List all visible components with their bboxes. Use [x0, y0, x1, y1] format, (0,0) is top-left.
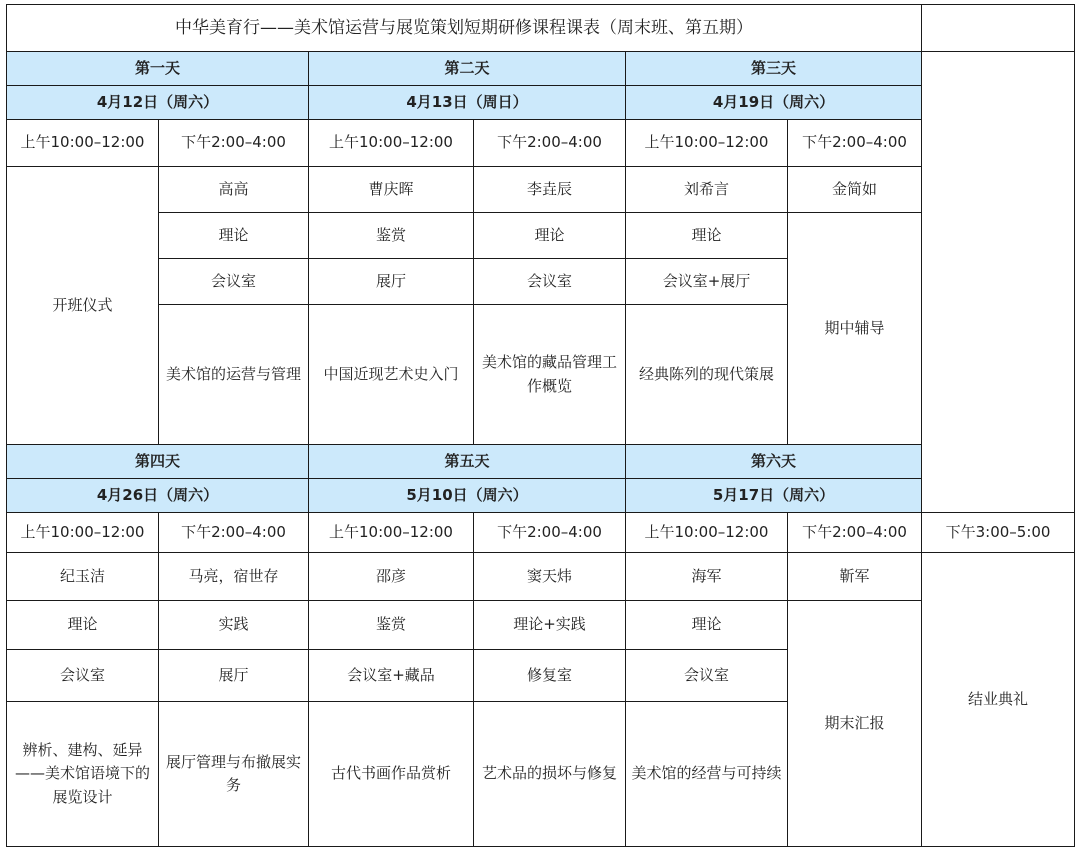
- schedule-title: 中华美育行——美术馆运营与展览策划短期研修课程课表（周末班、第五期）: [7, 5, 922, 52]
- day-label: 第二天: [309, 52, 626, 86]
- topic-cell: 古代书画作品赏析: [309, 702, 474, 847]
- type-cell: 鉴赏: [309, 213, 474, 259]
- lecturer-cell: 刘希言: [626, 167, 788, 213]
- time-slot: 下午3:00–5:00: [922, 513, 1075, 553]
- lecturer-cell: 马亮，宿世存: [159, 553, 309, 601]
- date-label: 4月13日（周日）: [309, 86, 626, 120]
- time-slot: 上午10:00–12:00: [309, 513, 474, 553]
- time-slot: 下午2:00–4:00: [159, 513, 309, 553]
- venue-cell: 会议室: [159, 259, 309, 305]
- time-slot: 上午10:00–12:00: [626, 513, 788, 553]
- topic-cell: 美术馆的经营与可持续: [626, 702, 788, 847]
- type-cell: 理论: [626, 213, 788, 259]
- time-slot: 上午10:00–12:00: [7, 513, 159, 553]
- time-slot: 下午2:00–4:00: [474, 513, 626, 553]
- topic-cell: 展厅管理与布撤展实务: [159, 702, 309, 847]
- venue-cell: 展厅: [309, 259, 474, 305]
- topic-cell: 美术馆的藏品管理工作概览: [474, 305, 626, 445]
- lecturer-cell: 窦天炜: [474, 553, 626, 601]
- time-slot: 下午2:00–4:00: [474, 120, 626, 167]
- date-label: 4月12日（周六）: [7, 86, 309, 120]
- type-cell: 理论+实践: [474, 601, 626, 650]
- empty-cell: [922, 52, 1075, 513]
- lecturer-cell: 海军: [626, 553, 788, 601]
- venue-cell: 会议室+藏品: [309, 650, 474, 702]
- time-slot: 下午2:00–4:00: [788, 120, 922, 167]
- empty-cell: [922, 5, 1075, 52]
- lecturer-cell: 靳军: [788, 553, 922, 601]
- lecturer-cell: 高高: [159, 167, 309, 213]
- venue-cell: 会议室: [7, 650, 159, 702]
- date-label: 5月17日（周六）: [626, 479, 922, 513]
- topic-cell: 经典陈列的现代策展: [626, 305, 788, 445]
- time-slot: 上午10:00–12:00: [7, 120, 159, 167]
- type-cell: 理论: [159, 213, 309, 259]
- date-label: 5月10日（周六）: [309, 479, 626, 513]
- day-label: 第三天: [626, 52, 922, 86]
- lecturer-cell: 金简如: [788, 167, 922, 213]
- lecturer-cell: 纪玉洁: [7, 553, 159, 601]
- graduation-ceremony: 结业典礼: [922, 553, 1075, 847]
- final-report: 期末汇报: [788, 601, 922, 847]
- venue-cell: 会议室: [626, 650, 788, 702]
- day-label: 第一天: [7, 52, 309, 86]
- opening-ceremony: 开班仪式: [7, 167, 159, 445]
- venue-cell: 会议室+展厅: [626, 259, 788, 305]
- date-label: 4月26日（周六）: [7, 479, 309, 513]
- venue-cell: 展厅: [159, 650, 309, 702]
- day-label: 第四天: [7, 445, 309, 479]
- day-label: 第六天: [626, 445, 922, 479]
- time-slot: 下午2:00–4:00: [788, 513, 922, 553]
- lecturer-cell: 李垚辰: [474, 167, 626, 213]
- lecturer-cell: 邵彦: [309, 553, 474, 601]
- topic-cell: 美术馆的运营与管理: [159, 305, 309, 445]
- type-cell: 理论: [7, 601, 159, 650]
- topic-cell: 辨析、建构、延异——美术馆语境下的展览设计: [7, 702, 159, 847]
- time-slot: 上午10:00–12:00: [626, 120, 788, 167]
- type-cell: 实践: [159, 601, 309, 650]
- day-label: 第五天: [309, 445, 626, 479]
- midterm-tutoring: 期中辅导: [788, 213, 922, 445]
- date-label: 4月19日（周六）: [626, 86, 922, 120]
- type-cell: 理论: [474, 213, 626, 259]
- topic-cell: 中国近现艺术史入门: [309, 305, 474, 445]
- course-schedule-table: [6, 4, 1075, 847]
- time-slot: 下午2:00–4:00: [159, 120, 309, 167]
- type-cell: 理论: [626, 601, 788, 650]
- venue-cell: 会议室: [474, 259, 626, 305]
- venue-cell: 修复室: [474, 650, 626, 702]
- time-slot: 上午10:00–12:00: [309, 120, 474, 167]
- lecturer-cell: 曹庆晖: [309, 167, 474, 213]
- topic-cell: 艺术品的损坏与修复: [474, 702, 626, 847]
- type-cell: 鉴赏: [309, 601, 474, 650]
